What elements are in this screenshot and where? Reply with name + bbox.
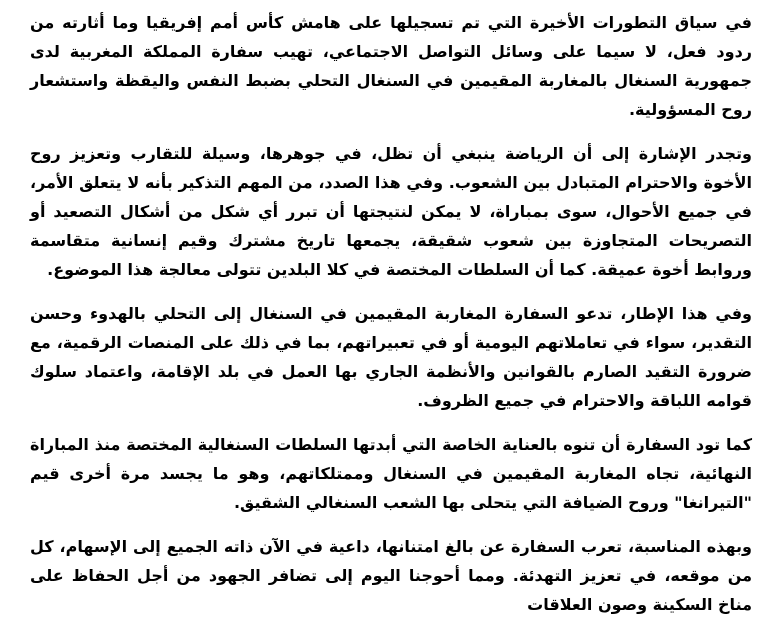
paragraph-3: وفي هذا الإطار، تدعو السفارة المغاربة المقيمين في السنغال إلى التحلي بالهدوء وحسن التقدير، سواء في تعاملاتهم اليومية أو في تعبيراتهم، بما في ذلك على المنصات الرقمية، مع ضرورة التقيد الصارم بالقوانين والأنظمة الجاري بها العمل في بلد الإقامة، واعتماد سلوك قوامه اللباقة والاحترام في جميع الظروف. — [30, 304, 752, 410]
paragraph-5: وبهذه المناسبة، تعرب السفارة عن بالغ امتنانها، داعية في الآن ذاته الجميع إلى الإسهام، كل من موقعه، في تعزيز التهدئة. ومما أحوجنا اليوم إلى تضافر الجهود من أجل الحفاظ على مناخ السكينة وصون العلاقات — [30, 537, 752, 614]
paragraph-2: وتجدر الإشارة إلى أن الرياضة ينبغي أن تظل، في جوهرها، وسيلة للتقارب وتعزيز روح الأخوة والاحترام المتبادل بين الشعوب. وفي هذا الصدد، من المهم التذكير بأنه لا يتعلق الأمر، في جميع الأحوال، سوى بمباراة، لا يمكن لنتيجتها أن تبرر أي شكل من أشكال التصعيد أو التصريحات المتجاوزة بين شعوب شقيقة، يجمعها تاريخ مشترك وقيم إنسانية متقاسمة وروابط أخوة عميقة. كما أن السلطات المختصة في كلا البلدين تتولى معالجة هذا الموضوع. — [30, 144, 752, 279]
paragraph-4: كما تود السفارة أن تنوه بالعناية الخاصة التي أبدتها السلطات السنغالية المختصة منذ المباراة النهائية، تجاه المغاربة المقيمين في السنغال وممتلكاتهم، وهو ما يجسد مرة أخرى قيم "التيرانغا" وروح الضيافة التي يتحلى بها الشعب السنغالي الشقيق. — [30, 435, 752, 512]
paragraph-1: في سياق التطورات الأخيرة التي تم تسجيلها على هامش كأس أمم إفريقيا وما أثارته من ردود فعل، لا سيما على وسائل التواصل الاجتماعي، تهيب سفارة المملكة المغربية لدى جمهورية السنغال بالمغاربة المقيمين في السنغال التحلي بضبط النفس واليقظة واستشعار روح المسؤولية. — [30, 13, 752, 119]
